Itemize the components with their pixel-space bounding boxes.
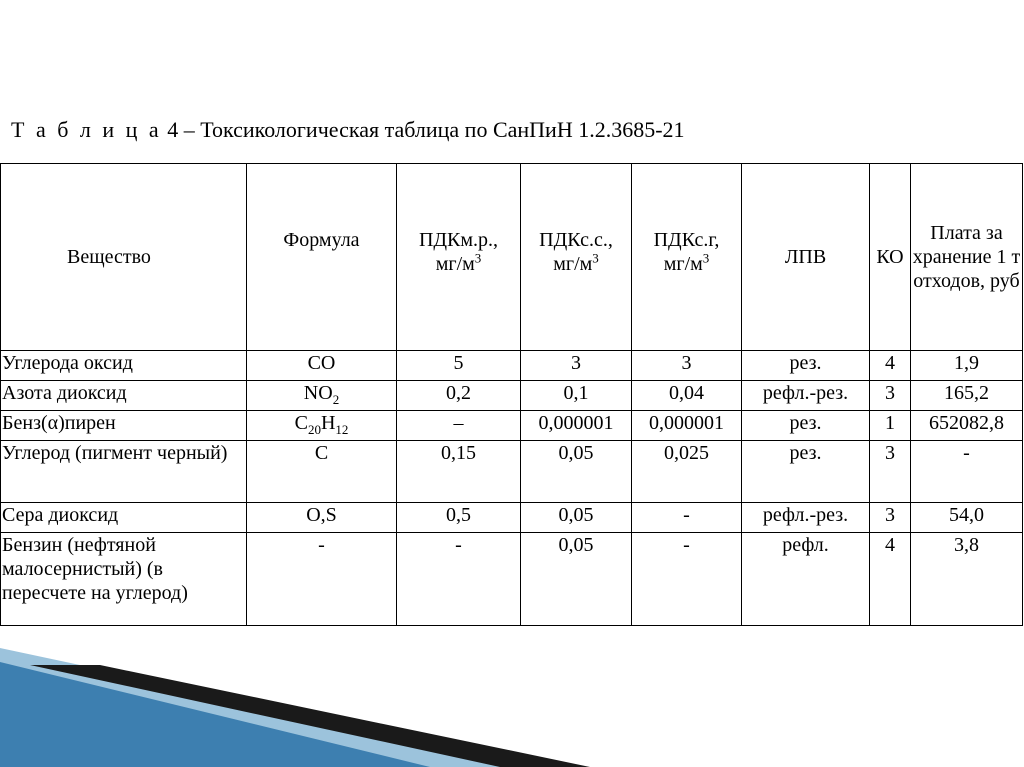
cell-pdk-ss: 0,1 bbox=[521, 381, 632, 411]
cell-formula: $NO_2$ bbox=[247, 381, 397, 411]
cell-pdk-ss: 0,000001 bbox=[521, 411, 632, 441]
cell-lpv: рефл. bbox=[742, 533, 870, 626]
caption-text: – Токсикологическая таблица по СанПиН 1.2.3685-21 bbox=[183, 117, 685, 142]
cell-pdk-g: - bbox=[632, 533, 742, 626]
cell-pdk-mr: 0,2 bbox=[397, 381, 521, 411]
header-pdk-mr-unit: $мг/м^3$ bbox=[435, 250, 482, 275]
cell-formula: - bbox=[247, 533, 397, 626]
cell-fee: 1,9 bbox=[911, 351, 1023, 381]
header-pdk-ss bbox=[521, 164, 632, 351]
cell-substance: Бенз(α)пирен bbox=[1, 411, 247, 441]
cell-pdk-g: 0,000001 bbox=[632, 411, 742, 441]
cell-pdk-ss: 0,05 bbox=[521, 503, 632, 533]
header-pdk-mr-label: ПДКм.р., bbox=[418, 229, 499, 251]
cell-pdk-ss: 3 bbox=[521, 351, 632, 381]
cell-pdk-ss: 0,05 bbox=[521, 533, 632, 626]
cell-substance: Бензин (нефтяной малосернистый) (в пересчете на углерод) bbox=[1, 533, 247, 626]
cell-pdk-g: 0,025 bbox=[632, 441, 742, 503]
table-row bbox=[1, 381, 1023, 411]
cell-pdk-mr: - bbox=[397, 533, 521, 626]
header-formula: Формула bbox=[247, 164, 397, 351]
table-row bbox=[1, 411, 1023, 441]
header-pdk-mr bbox=[397, 164, 521, 351]
cell-substance: Азота диоксид bbox=[1, 381, 247, 411]
cell-fee: 3,8 bbox=[911, 533, 1023, 626]
cell-pdk-mr: 0,5 bbox=[397, 503, 521, 533]
table-row bbox=[1, 441, 1023, 503]
header-lpv: ЛПВ bbox=[742, 164, 870, 351]
cell-substance: Углерод (пигмент черный) bbox=[1, 441, 247, 503]
header-substance: Вещество bbox=[1, 164, 247, 351]
cell-ko: 3 bbox=[870, 503, 911, 533]
cell-lpv: рез. bbox=[742, 441, 870, 503]
header-pdk-g bbox=[632, 164, 742, 351]
cell-formula: CO bbox=[247, 351, 397, 381]
cell-substance: Сера диоксид bbox=[1, 503, 247, 533]
caption-label: Т а б л и ц а bbox=[11, 117, 162, 142]
decoration-light-blue-wedge bbox=[0, 648, 560, 767]
cell-lpv: рез. bbox=[742, 351, 870, 381]
decoration-blue-wedge bbox=[0, 662, 430, 767]
header-fee: Плата за хранение 1 т отходов, руб bbox=[911, 164, 1023, 351]
cell-pdk-g: 3 bbox=[632, 351, 742, 381]
cell-ko: 4 bbox=[870, 351, 911, 381]
cell-formula: $C_{20}H_{12}$ bbox=[247, 411, 397, 441]
cell-formula: C bbox=[247, 441, 397, 503]
cell-pdk-mr: – bbox=[397, 411, 521, 441]
cell-pdk-mr: 5 bbox=[397, 351, 521, 381]
header-pdk-g-label: ПДКс.г, bbox=[653, 229, 720, 251]
table-row bbox=[1, 351, 1023, 381]
header-pdk-g-unit: $мг/м^3$ bbox=[663, 250, 710, 275]
cell-fee: 165,2 bbox=[911, 381, 1023, 411]
header-ko: КО bbox=[870, 164, 911, 351]
cell-lpv: рефл.-рез. bbox=[742, 503, 870, 533]
cell-fee: - bbox=[911, 441, 1023, 503]
cell-substance: Углерода оксид bbox=[1, 351, 247, 381]
decoration-dark-wedge bbox=[30, 665, 590, 767]
cell-formula: O,S bbox=[247, 503, 397, 533]
cell-lpv: рез. bbox=[742, 411, 870, 441]
cell-pdk-ss: 0,05 bbox=[521, 441, 632, 503]
cell-pdk-mr: 0,15 bbox=[397, 441, 521, 503]
table-row bbox=[1, 503, 1023, 533]
cell-lpv: рефл.-рез. bbox=[742, 381, 870, 411]
table-row bbox=[1, 533, 1023, 626]
cell-pdk-g: - bbox=[632, 503, 742, 533]
cell-ko: 3 bbox=[870, 441, 911, 503]
toxicology-table bbox=[0, 163, 1023, 626]
header-pdk-ss-label: ПДКс.с., bbox=[539, 229, 613, 251]
cell-fee: 54,0 bbox=[911, 503, 1023, 533]
cell-ko: 1 bbox=[870, 411, 911, 441]
cell-ko: 3 bbox=[870, 381, 911, 411]
cell-fee: 652082,8 bbox=[911, 411, 1023, 441]
header-pdk-ss-unit: $мг/м^3$ bbox=[553, 250, 599, 275]
cell-pdk-g: 0,04 bbox=[632, 381, 742, 411]
cell-ko: 4 bbox=[870, 533, 911, 626]
header-row bbox=[1, 164, 1023, 351]
caption-number: 4 bbox=[167, 117, 179, 142]
table-caption bbox=[11, 117, 685, 143]
